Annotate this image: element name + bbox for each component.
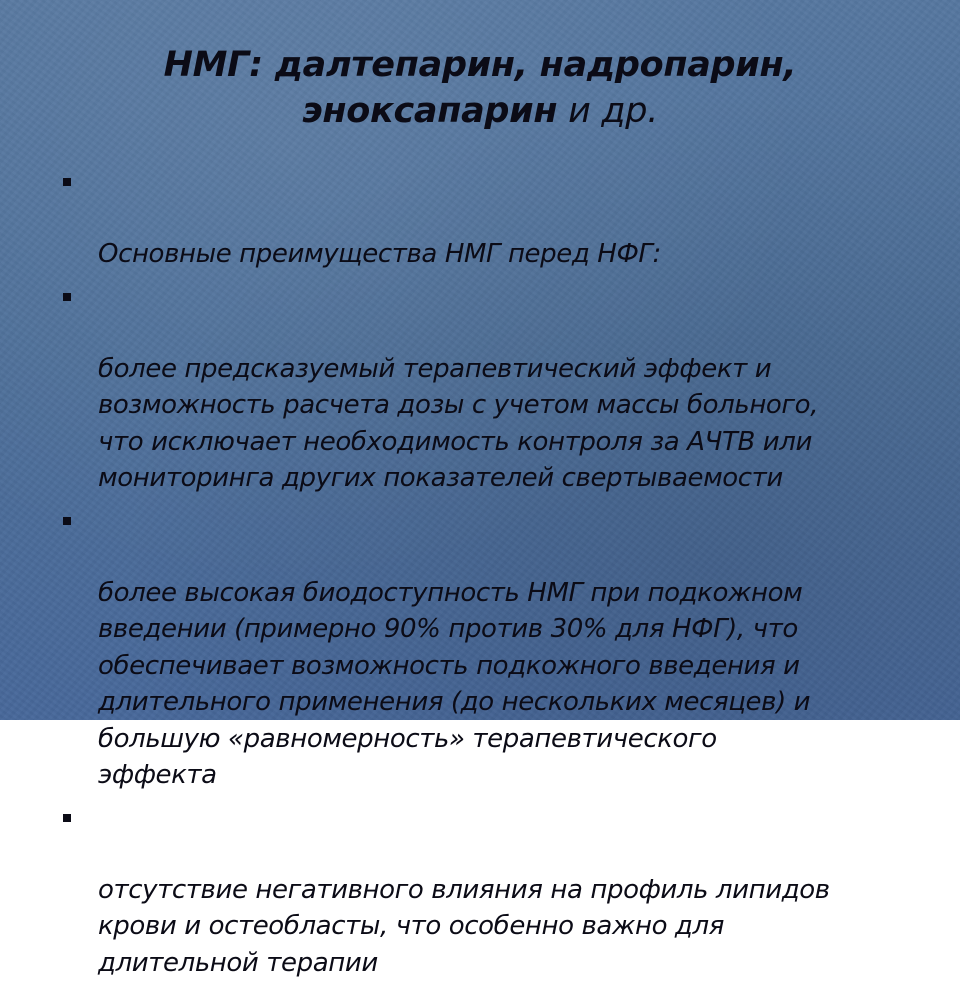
bullet-text: более предсказуемый терапевтический эффект и возможность расчета дозы с учетом массы больного, что исключает необходимость контроля за АЧТВ или мониторинга других показателей свертываемости	[98, 353, 819, 493]
title-line-2-rest: и др.	[557, 91, 659, 131]
square-bullet-icon	[63, 517, 71, 525]
bullet-item	[60, 163, 940, 273]
bullet-list	[60, 163, 940, 986]
slide-title	[0, 42, 960, 134]
bullet-item	[60, 278, 940, 497]
square-bullet-icon	[63, 293, 71, 301]
bullet-text: отсутствие негативного влияния на профиль липидов крови и остеобласты, что особенно важно для длительной терапии	[98, 874, 830, 978]
square-bullet-icon	[63, 178, 71, 186]
title-line-2-bold: эноксапарин	[301, 91, 558, 131]
bullet-item	[60, 502, 940, 794]
bullet-text: Основные преимущества НМГ перед НФГ:	[98, 239, 661, 269]
title-line-1: НМГ: далтепарин, надропарин,	[163, 45, 797, 85]
square-bullet-icon	[63, 814, 71, 822]
title-line-2	[0, 88, 960, 134]
bullet-text: более высокая биодоступность НМГ при подкожном введении (примерно 90% против 30% для НФГ), что обеспечивает возможность подкожного введения и длительного применения (до нескольких месяцев) и большую «равномерность» терапевтического эффекта	[98, 577, 811, 790]
bullet-item	[60, 799, 940, 982]
